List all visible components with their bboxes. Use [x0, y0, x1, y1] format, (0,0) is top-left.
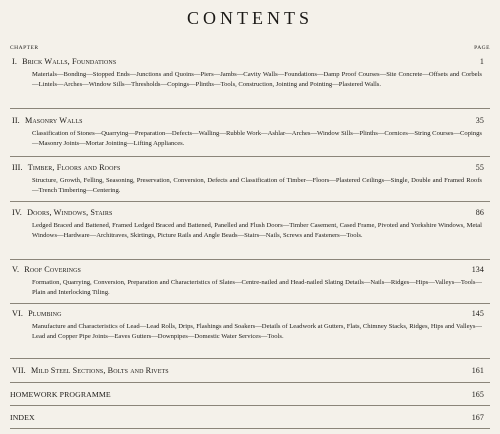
chapter-description: Classification of Stones—Quarrying—Preparation—Defects—Walling—Rubble Work—Ashlar—Arches—Window Sills—Plinths—Cornices—String Courses—Copings—Masonry Joints—Mortar Jointing—Lifting Appliances.: [32, 130, 482, 147]
chapter-page-number: 145: [471, 309, 484, 318]
entry-title: INDEX: [10, 413, 35, 422]
chapter-number: IV.: [12, 208, 22, 217]
chapter-description: Materials—Bonding—Stopped Ends—Junctions and Quoins—Piers—Jambs—Cavity Walls—Foundations—Damp Proof Courses—Site Concrete—Offsets and Corbels—Lintels—Arches—Window Sills—Thresholds—Copings—Plinths—Tools, Construction, Jointing and Pointing—Plastered Walls.: [32, 71, 482, 88]
entry-title: HOMEWORK PROGRAMME: [10, 390, 111, 399]
divider: [10, 108, 490, 109]
chapter-page-number: 1: [479, 57, 484, 66]
divider: [10, 156, 490, 157]
chapter-heading: [12, 366, 490, 376]
homework-programme-entry[interactable]: [10, 390, 490, 400]
divider: [10, 201, 490, 202]
chapter-title: Roof Coverings: [24, 265, 81, 274]
chapter-entry-1[interactable]: [12, 57, 490, 90]
chapter-page-number: 134: [471, 265, 484, 274]
chapter-title: Timber, Floors and Roofs: [27, 163, 121, 172]
page-title: CONTENTS: [187, 8, 313, 28]
chapter-description: Ledged Braced and Battened, Framed Ledged Braced and Battened, Panelled and Flush Doors—Timber Casement, Cased Frame, Pivoted and Yorkshire Windows, Metal Windows—Hardware—Architraves, Skirtings, Picture Rails and Angle Beads—Stairs—Nails, Screws and Fasteners—Tools.: [32, 222, 482, 239]
chapter-column-label: CHAPTER: [10, 45, 39, 51]
chapter-number: VI.: [12, 309, 23, 318]
chapter-description: Manufacture and Characteristics of Lead—Lead Rolls, Drips, Flashings and Soakers—Details of Leadwork at Gutters, Flats, Chimney Stacks, Ridges, Hips and Valleys—Lead and Copper Pipe Joints—Eaves Gutters—Downpipes—Domestic Water Services—Tools.: [32, 323, 482, 340]
chapter-heading: [12, 57, 490, 67]
chapter-number: II.: [12, 116, 20, 125]
chapter-heading: [12, 265, 490, 275]
chapter-heading: [12, 163, 490, 173]
chapter-title: Mild Steel Sections, Bolts and Rivets: [30, 366, 169, 375]
chapter-number: III.: [12, 163, 23, 172]
entry-page-number: 167: [471, 413, 484, 422]
chapter-entry-4[interactable]: [12, 208, 490, 241]
chapter-heading: [12, 208, 490, 218]
chapter-page-number: 86: [475, 208, 484, 217]
chapter-entry-5[interactable]: [12, 265, 490, 298]
divider: [10, 405, 490, 406]
chapter-page-number: 35: [475, 116, 484, 125]
chapter-description: Structure, Growth, Felling, Seasoning, Preservation, Conversion, Defects and Classification of Timber—Floors—Plastered Ceilings—Single, Double and Framed Roofs—Trench Timbering—Centering.: [32, 177, 482, 194]
chapter-title: Masonry Walls: [24, 116, 83, 125]
chapter-entry-6[interactable]: [12, 309, 490, 342]
chapter-title: Brick Walls, Foundations: [22, 57, 117, 66]
entry-heading: [10, 390, 490, 400]
entry-page-number: 165: [471, 390, 484, 399]
divider: [10, 259, 490, 260]
chapter-entry-7[interactable]: [12, 366, 490, 376]
chapter-number: VII.: [12, 366, 26, 375]
chapter-description: Formation, Quarrying, Conversion, Preparation and Characteristics of Slates—Centre-nailed and Head-nailed Slating Details—Nails—Ridges—Hips—Valleys—Tools—Plain and Interlocking Tiling.: [32, 279, 482, 296]
index-entry[interactable]: [10, 413, 490, 423]
chapter-page-number: 55: [475, 163, 484, 172]
divider: [10, 358, 490, 359]
chapter-number: I.: [12, 57, 17, 66]
chapter-heading: [12, 116, 490, 126]
chapter-title: Plumbing: [28, 309, 62, 318]
chapter-entry-2[interactable]: [12, 116, 490, 149]
divider: [10, 382, 490, 383]
chapter-heading: [12, 309, 490, 319]
page-column-label: PAGE: [474, 45, 490, 51]
divider: [10, 428, 490, 429]
chapter-entry-3[interactable]: [12, 163, 490, 196]
chapter-page-number: 161: [471, 366, 484, 375]
divider: [10, 303, 490, 304]
chapter-title: Doors, Windows, Stairs: [27, 208, 113, 217]
chapter-number: V.: [12, 265, 20, 274]
entry-heading: [10, 413, 490, 423]
